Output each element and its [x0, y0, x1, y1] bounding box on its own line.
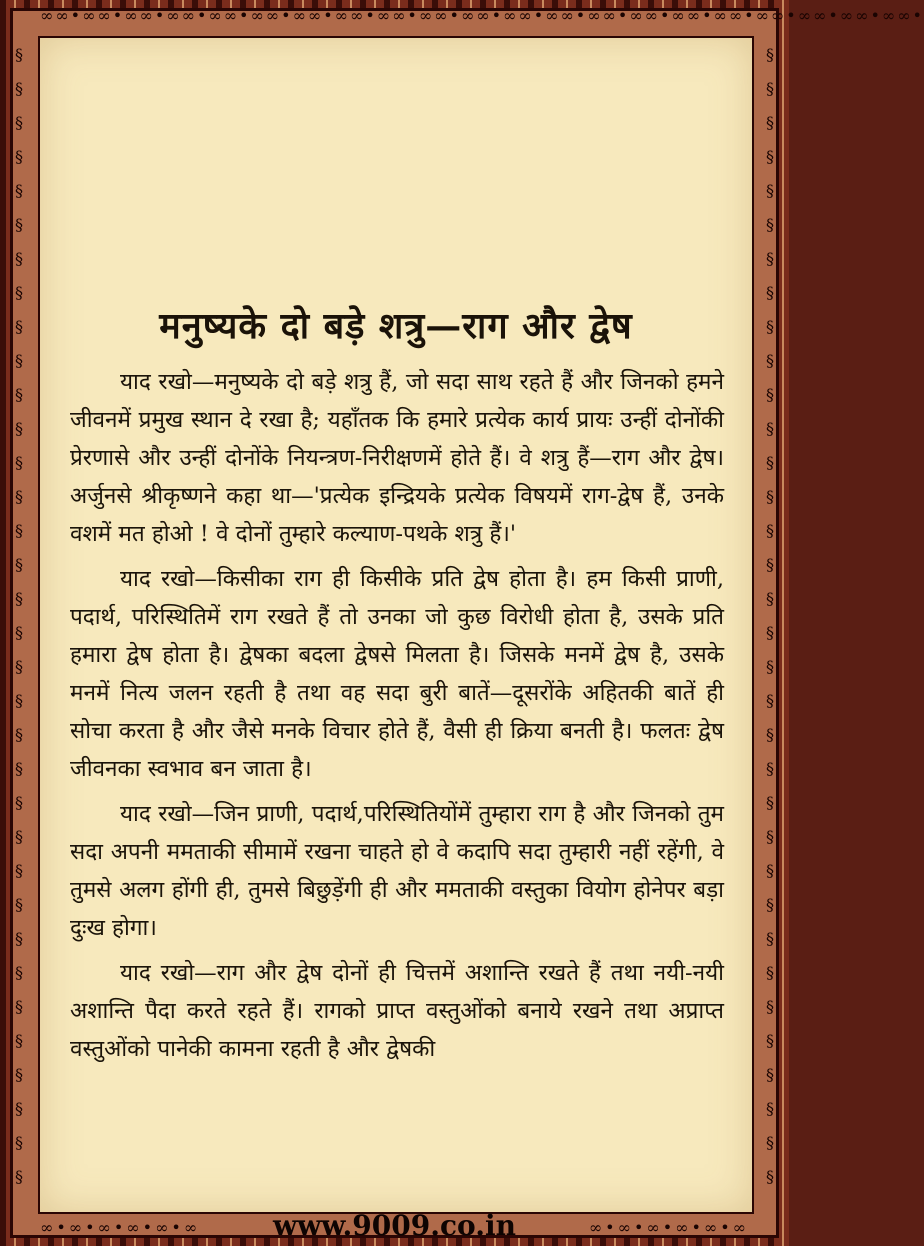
paragraph: याद रखो—राग और द्वेष दोनों ही चित्तमें अशान्ति रखते हैं तथा नयी-नयी अशान्ति पैदा करते रहते हैं। रागको प्राप्त वस्तुओंको बनाये रखने तथा अप्राप्त वस्तुओंको पानेकी कामना रहती है और द्वेषकी — [70, 960, 724, 1062]
left-ornament: § § § § § § § § § § § § § § § § § § § § § § § § § § § § § § § § § § — [15, 45, 23, 1186]
page-paper — [38, 36, 754, 1214]
paragraph: याद रखो—किसीका राग ही किसीके प्रति द्वेष होता है। हम किसी प्राणी, पदार्थ, परिस्थितिमें राग रखते हैं तो उनका जो कुछ विरोधी होता है, उसके प्रति हमारा द्वेष होता है। द्वेषका बदला द्वेषसे मिलता है। जिसके मनमें द्वेष है, उसके मनमें नित्य जलन रहती है तथा वह सदा बुरी बातें—दूसरोंके अहितकी बातें ही सोचा करता है और जैसे मनके विचार होते हैं, वैसी ही क्रिया बनती है। फलतः द्वेष जीवनका स्वभाव बन जाता है। — [70, 566, 724, 782]
paragraph: याद रखो—जिन प्राणी, पदार्थ,परिस्थितियोंमें तुम्हारा राग है और जिनको तुम सदा अपनी ममताकी सीमामें रखना चाहते हो वे कदापि सदा तुम्हारी नहीं रहेंगी, वे तुमसे अलग होंगी ही, तुमसे बिछुड़ेंगी ही और ममताकी वस्तुका वियोग होनेपर बड़ा दुःख होगा। — [70, 801, 724, 941]
right-ornament: § § § § § § § § § § § § § § § § § § § § § § § § § § § § § § § § § § — [766, 45, 774, 1186]
top-ornament: ∞∞•∞∞•∞∞•∞∞•∞∞•∞∞•∞∞•∞∞•∞∞•∞∞•∞∞•∞∞•∞∞•∞∞•∞∞•∞∞•∞∞•∞∞•∞∞•∞∞•∞∞• — [40, 6, 924, 25]
paragraph: याद रखो—मनुष्यके दो बड़े शत्रु हैं, जो सदा साथ रहते हैं और जिनको हमने जीवनमें प्रमुख स्थान दे रखा है; यहाँतक कि हमारे प्रत्येक कार्य प्रायः उन्हीं दोनोंकी प्रेरणासे और उन्हीं दोनोंके नियन्त्रण-निरीक्षणमें होते हैं। वे शत्रु हैं—राग और द्वेष। अर्जुनसे श्रीकृष्णने कहा था—'प्रत्येक इन्द्रियके प्रत्येक विषयमें राग-द्वेष हैं, उनके वशमें मत होओ ! वे दोनों तुम्हारे कल्याण-पथके शत्रु हैं।' — [70, 369, 724, 547]
article-body — [70, 363, 724, 1075]
page-title: मनुष्यके दो बड़े शत्रु—राग और द्वेष — [159, 305, 633, 347]
footer-url[interactable]: www.9009.co.in — [273, 1209, 516, 1242]
bottom-ornament: ∞•∞•∞•∞•∞•∞ ∞•∞•∞•∞•∞•∞ — [40, 1217, 749, 1237]
